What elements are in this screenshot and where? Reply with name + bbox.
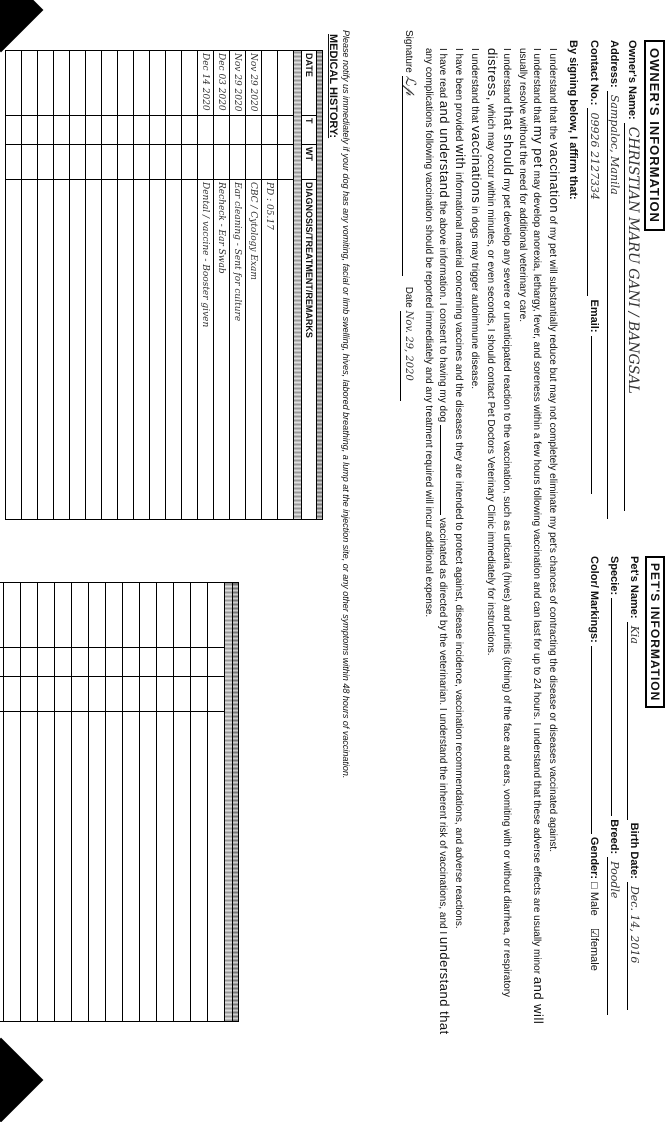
date-cell[interactable] — [174, 583, 191, 648]
diagnosis-cell[interactable] — [118, 180, 134, 520]
diagnosis-cell[interactable] — [22, 180, 38, 520]
diagnosis-cell[interactable] — [208, 712, 225, 1022]
temp-cell[interactable] — [198, 116, 214, 145]
date-cell[interactable] — [38, 51, 54, 116]
date-cell[interactable]: Nov 29 2020 — [230, 51, 246, 116]
affirm-paragraph-5 — [451, 30, 467, 1035]
table-row — [191, 583, 208, 1022]
diagnosis-cell[interactable] — [4, 712, 21, 1022]
address-row — [607, 40, 621, 519]
weight-cell[interactable] — [157, 677, 174, 712]
diagnosis-cell[interactable] — [140, 712, 157, 1022]
date-cell[interactable] — [278, 51, 294, 116]
table-row — [21, 583, 38, 1022]
signature-line — [400, 30, 417, 1035]
species-field[interactable] — [611, 598, 612, 816]
date-cell[interactable] — [4, 583, 21, 648]
diagnosis-cell[interactable]: CBC / Cytology Exam — [246, 180, 262, 520]
affirm-text: that should — [501, 106, 516, 176]
affirm-text: vaccination — [547, 142, 562, 214]
affirm-text: and understand — [437, 100, 452, 199]
diagnosis-cell[interactable] — [21, 712, 38, 1022]
temp-cell[interactable] — [38, 116, 54, 145]
affirm-text: I have been provided — [453, 48, 464, 142]
diagnosis-cell[interactable]: Dental / vaccine - Booster given — [198, 180, 214, 520]
temp-cell[interactable] — [157, 648, 174, 677]
temp-cell[interactable] — [55, 648, 72, 677]
temp-cell[interactable] — [191, 648, 208, 677]
date-cell[interactable] — [55, 583, 72, 648]
affirm-text: with — [453, 144, 468, 170]
affirm-text: vaccinations — [469, 125, 484, 204]
weight-cell[interactable] — [0, 677, 4, 712]
gender-female-option[interactable]: ☑female — [588, 927, 600, 971]
affirm-text: and will — [531, 976, 546, 1025]
owner-name-field[interactable]: CHRISTIAN MARU GANI / BANGSAL — [624, 123, 641, 511]
temp-cell[interactable] — [21, 648, 38, 677]
diagnosis-cell[interactable] — [38, 712, 55, 1022]
weight-cell[interactable] — [191, 677, 208, 712]
color-label: Color/ Markings: — [588, 556, 600, 643]
affirm-paragraph-2 — [515, 30, 545, 1035]
date-cell[interactable] — [22, 51, 38, 116]
diagnosis-cell[interactable] — [72, 712, 89, 1022]
medical-history-table — [5, 50, 323, 520]
address-field[interactable]: Sampaloc, Manila — [607, 91, 621, 519]
date-cell[interactable] — [123, 583, 140, 648]
temp-cell[interactable] — [6, 116, 22, 145]
affirm-text: I understand that — [531, 48, 542, 124]
species-row — [607, 556, 621, 1015]
color-field[interactable] — [591, 646, 592, 834]
contact-label: Contact No.: — [588, 40, 600, 106]
affirm-text: which may occur within minutes, or even seconds, I should contact Pet Doctors Veterinary Clinic immediately for instructions. — [485, 103, 496, 656]
signature-field[interactable]: ℒ𝓅 — [402, 76, 417, 276]
temp-cell[interactable] — [54, 116, 70, 145]
medical-history-body — [0, 583, 225, 1022]
weight-cell[interactable] — [72, 677, 89, 712]
contact-field[interactable]: 09926 2127334 — [587, 108, 601, 296]
diagnosis-cell[interactable] — [123, 712, 140, 1022]
diagnosis-cell[interactable] — [134, 180, 150, 520]
owner-info-title: OWNER'S INFORMATION — [644, 40, 665, 231]
weight-cell[interactable] — [182, 145, 198, 180]
date-cell[interactable] — [191, 583, 208, 648]
table-row — [123, 583, 140, 1022]
weight-cell[interactable] — [22, 145, 38, 180]
affirm-text: of my pet will substantially reduce but may not completely eliminate my pet's chances of contracting the disease or diseases vaccinated against. — [547, 215, 558, 852]
date-cell[interactable] — [72, 583, 89, 648]
diagnosis-cell[interactable] — [191, 712, 208, 1022]
affirm-text: my pet develop any severe or unanticipated reaction to the vaccination, such as urticaria (hives) and pruritis (itching) of the face and ears, vomiting with or without diarrhea, or respiratory — [501, 178, 512, 998]
temp-cell[interactable] — [134, 116, 150, 145]
date-cell[interactable] — [106, 583, 123, 648]
diagnosis-cell[interactable] — [106, 712, 123, 1022]
date-cell[interactable] — [134, 51, 150, 116]
temp-cell[interactable] — [89, 648, 106, 677]
table-row — [6, 51, 22, 520]
table-row — [70, 51, 86, 520]
temp-cell[interactable] — [4, 648, 21, 677]
table-row — [198, 51, 214, 520]
pet-name-label: Pet's Name: — [628, 556, 640, 619]
temp-cell[interactable] — [150, 116, 166, 145]
date-label: Date — [403, 286, 414, 308]
affirm-text: I have read — [437, 48, 448, 99]
temp-cell[interactable] — [214, 116, 230, 145]
diagnosis-cell[interactable] — [150, 180, 166, 520]
weight-cell[interactable] — [123, 677, 140, 712]
date-cell[interactable] — [262, 51, 278, 116]
date-cell[interactable] — [21, 583, 38, 648]
table-row — [118, 51, 134, 520]
affirm-text: I understand that — [469, 48, 480, 124]
weight-cell[interactable] — [86, 145, 102, 180]
table-row — [157, 583, 174, 1022]
temp-cell[interactable] — [38, 648, 55, 677]
diagnosis-cell[interactable] — [54, 180, 70, 520]
weight-cell[interactable] — [230, 145, 246, 180]
pet-name-row — [627, 556, 641, 1010]
date-cell[interactable] — [6, 51, 22, 116]
date-cell[interactable] — [208, 583, 225, 648]
date-cell[interactable]: Dec 14 2020 — [198, 51, 214, 116]
email-field[interactable] — [591, 336, 592, 494]
temp-cell[interactable] — [0, 648, 4, 677]
breed-field[interactable]: Poodle — [607, 857, 621, 1015]
medical-history-table-continued — [0, 582, 239, 1022]
weight-cell[interactable] — [38, 677, 55, 712]
table-row — [134, 51, 150, 520]
weight-cell[interactable] — [166, 145, 182, 180]
date-cell[interactable] — [54, 51, 70, 116]
temp-cell[interactable] — [140, 648, 157, 677]
temp-cell[interactable] — [278, 116, 294, 145]
temp-cell[interactable] — [262, 116, 278, 145]
medical-history-title: MEDICAL HISTORY: — [327, 34, 339, 139]
temp-cell[interactable] — [118, 116, 134, 145]
temp-cell[interactable] — [182, 116, 198, 145]
date-field[interactable]: Nov. 29, 2020 — [400, 311, 415, 401]
diagnosis-cell[interactable]: PD : 05.17 — [262, 180, 278, 520]
birth-date-label: Birth Date: — [628, 822, 640, 879]
temp-cell[interactable] — [174, 648, 191, 677]
affirm-text: understand that — [437, 936, 452, 1035]
diagnosis-cell[interactable] — [0, 712, 4, 1022]
weight-cell[interactable] — [174, 677, 191, 712]
table-row — [4, 583, 21, 1022]
diagnosis-cell[interactable] — [55, 712, 72, 1022]
table-row — [102, 51, 118, 520]
date-cell[interactable] — [102, 51, 118, 116]
temp-cell[interactable] — [246, 116, 262, 145]
diagnosis-cell[interactable] — [86, 180, 102, 520]
affirm-paragraph-1 — [545, 30, 561, 1035]
table-row — [106, 583, 123, 1022]
affirm-text: my pet — [531, 125, 546, 168]
weight-cell[interactable] — [134, 145, 150, 180]
diagnosis-cell[interactable] — [278, 180, 294, 520]
diagnosis-cell[interactable] — [166, 180, 182, 520]
table-row — [86, 51, 102, 520]
gender-male-option[interactable]: □ Male — [588, 882, 600, 916]
temp-cell[interactable] — [72, 648, 89, 677]
date-cell[interactable] — [150, 51, 166, 116]
weight-cell[interactable] — [54, 145, 70, 180]
table-row — [0, 583, 4, 1022]
table-row — [246, 51, 262, 520]
weight-cell[interactable] — [70, 145, 86, 180]
table-row — [89, 583, 106, 1022]
table-row — [38, 51, 54, 520]
table-row — [208, 583, 225, 1022]
table-row — [278, 51, 294, 520]
affirm-text: any complications following vaccination should be reported immediately and any treatment required will incur additional expense. — [423, 48, 434, 618]
gender-label: Gender: — [588, 836, 600, 880]
col-header-date: DATE — [302, 51, 317, 116]
weight-cell[interactable] — [6, 145, 22, 180]
weight-cell[interactable] — [89, 677, 106, 712]
table-row — [72, 583, 89, 1022]
weight-cell[interactable] — [21, 677, 38, 712]
affirm-paragraph-3 — [483, 30, 515, 1035]
col-header-diagnosis: DIAGNOSIS/TREATMENT/REMARKS — [302, 180, 317, 520]
diagnosis-cell[interactable] — [102, 180, 118, 520]
affirm-text: may develop anorexia, lethargy, fever, and soreness within a few hours following vaccination and can last for up to 24 hours. I understand that these adverse effects are usually minor — [531, 170, 542, 975]
diagnosis-cell[interactable]: Recheck - Ear Swab — [214, 180, 230, 520]
table-row — [166, 51, 182, 520]
weight-cell[interactable] — [198, 145, 214, 180]
shaded-band — [233, 583, 239, 1022]
weight-cell[interactable] — [140, 677, 157, 712]
weight-cell[interactable] — [278, 145, 294, 180]
weight-cell[interactable] — [214, 145, 230, 180]
affirm-text: I understand that the — [547, 48, 558, 140]
pet-info-title: PET'S INFORMATION — [645, 556, 665, 708]
date-cell[interactable] — [86, 51, 102, 116]
temp-cell[interactable] — [123, 648, 140, 677]
affirm-text: informational material concerning vaccines and the diseases they are intended to protect against, disease incidence, vaccination recommendations, and adverse reactions. — [453, 172, 464, 929]
date-cell[interactable] — [0, 583, 4, 648]
affirm-intro: By signing below, I affirm that: — [567, 40, 579, 200]
affirm-text: the above information. I consent to having my dog — [437, 200, 448, 423]
species-label: Specie: — [608, 556, 620, 596]
date-cell[interactable] — [166, 51, 182, 116]
temp-cell[interactable] — [208, 648, 225, 677]
scan-corner-artifact — [0, 0, 43, 52]
address-label: Address: — [608, 40, 620, 88]
affirmation-text — [400, 30, 561, 1035]
table-header-row — [302, 51, 317, 520]
weight-cell[interactable] — [118, 145, 134, 180]
dog-name-blank[interactable] — [440, 425, 441, 515]
weight-cell[interactable] — [4, 677, 21, 712]
col-header-temp: T — [302, 116, 317, 145]
diagnosis-cell[interactable] — [70, 180, 86, 520]
temp-cell[interactable] — [22, 116, 38, 145]
email-label: Email: — [588, 299, 600, 333]
affirm-text: usually resolve without the need for additional veterinary care. — [517, 48, 528, 323]
medical-history-body — [6, 51, 294, 520]
table-row — [54, 51, 70, 520]
table-row — [174, 583, 191, 1022]
table-row — [22, 51, 38, 520]
table-row — [150, 51, 166, 520]
table-row — [38, 583, 55, 1022]
temp-cell[interactable] — [166, 116, 182, 145]
weight-cell[interactable] — [106, 677, 123, 712]
owner-name-row — [624, 40, 641, 511]
diagnosis-cell[interactable] — [6, 180, 22, 520]
affirm-text: in dogs may trigger autoimmune disease. — [469, 206, 480, 390]
birth-date-field[interactable]: Dec. 14, 2016 — [627, 882, 641, 1010]
color-row — [588, 556, 601, 971]
weight-cell[interactable] — [262, 145, 278, 180]
weight-cell[interactable] — [55, 677, 72, 712]
date-cell[interactable]: Nov 29 2020 — [246, 51, 262, 116]
shaded-band — [225, 583, 233, 1022]
date-cell[interactable]: Dec 03 2020 — [214, 51, 230, 116]
affirm-paragraph-6 — [421, 30, 451, 1035]
temp-cell[interactable] — [86, 116, 102, 145]
diagnosis-cell[interactable]: Ear cleaning - Sent for culture — [230, 180, 246, 520]
diagnosis-cell[interactable] — [157, 712, 174, 1022]
shaded-band — [294, 51, 302, 520]
shaded-band — [317, 51, 323, 520]
diagnosis-cell[interactable] — [89, 712, 106, 1022]
breed-label: Breed: — [608, 819, 620, 855]
weight-cell[interactable] — [246, 145, 262, 180]
affirm-text: I understand — [501, 48, 512, 104]
date-cell[interactable] — [157, 583, 174, 648]
signature-label: Signature — [403, 30, 414, 73]
date-cell[interactable] — [118, 51, 134, 116]
date-cell[interactable] — [140, 583, 157, 648]
table-row — [214, 51, 230, 520]
contact-row — [587, 40, 601, 494]
temp-cell[interactable] — [106, 648, 123, 677]
col-header-weight: WT — [302, 145, 317, 180]
weight-cell[interactable] — [38, 145, 54, 180]
temp-cell[interactable] — [102, 116, 118, 145]
temp-cell[interactable] — [230, 116, 246, 145]
affirm-text: distress, — [485, 48, 500, 101]
table-row — [140, 583, 157, 1022]
date-cell[interactable] — [89, 583, 106, 648]
table-row — [182, 51, 198, 520]
weight-cell[interactable] — [150, 145, 166, 180]
temp-cell[interactable] — [70, 116, 86, 145]
affirm-text: vaccinated as directed by the veterinarian. I understand the inherent risk of vaccinations, and I — [437, 517, 448, 935]
table-row — [262, 51, 278, 520]
pet-name-field[interactable]: Kia — [627, 622, 641, 820]
date-cell[interactable] — [70, 51, 86, 116]
date-cell[interactable] — [182, 51, 198, 116]
diagnosis-cell[interactable] — [174, 712, 191, 1022]
weight-cell[interactable] — [208, 677, 225, 712]
owner-name-label: Owner's Name: — [626, 40, 638, 120]
diagnosis-cell[interactable] — [38, 180, 54, 520]
date-cell[interactable] — [38, 583, 55, 648]
table-row — [55, 583, 72, 1022]
table-row — [230, 51, 246, 520]
weight-cell[interactable] — [102, 145, 118, 180]
notice-text: Please notify us immediately if your dog has any vomiting, facial or limb swelling, hives, labored breathing, a lump at the injection site, or any other symptoms within 48 hours of vaccination. — [341, 30, 351, 779]
affirm-paragraph-4 — [467, 30, 483, 1035]
diagnosis-cell[interactable] — [182, 180, 198, 520]
